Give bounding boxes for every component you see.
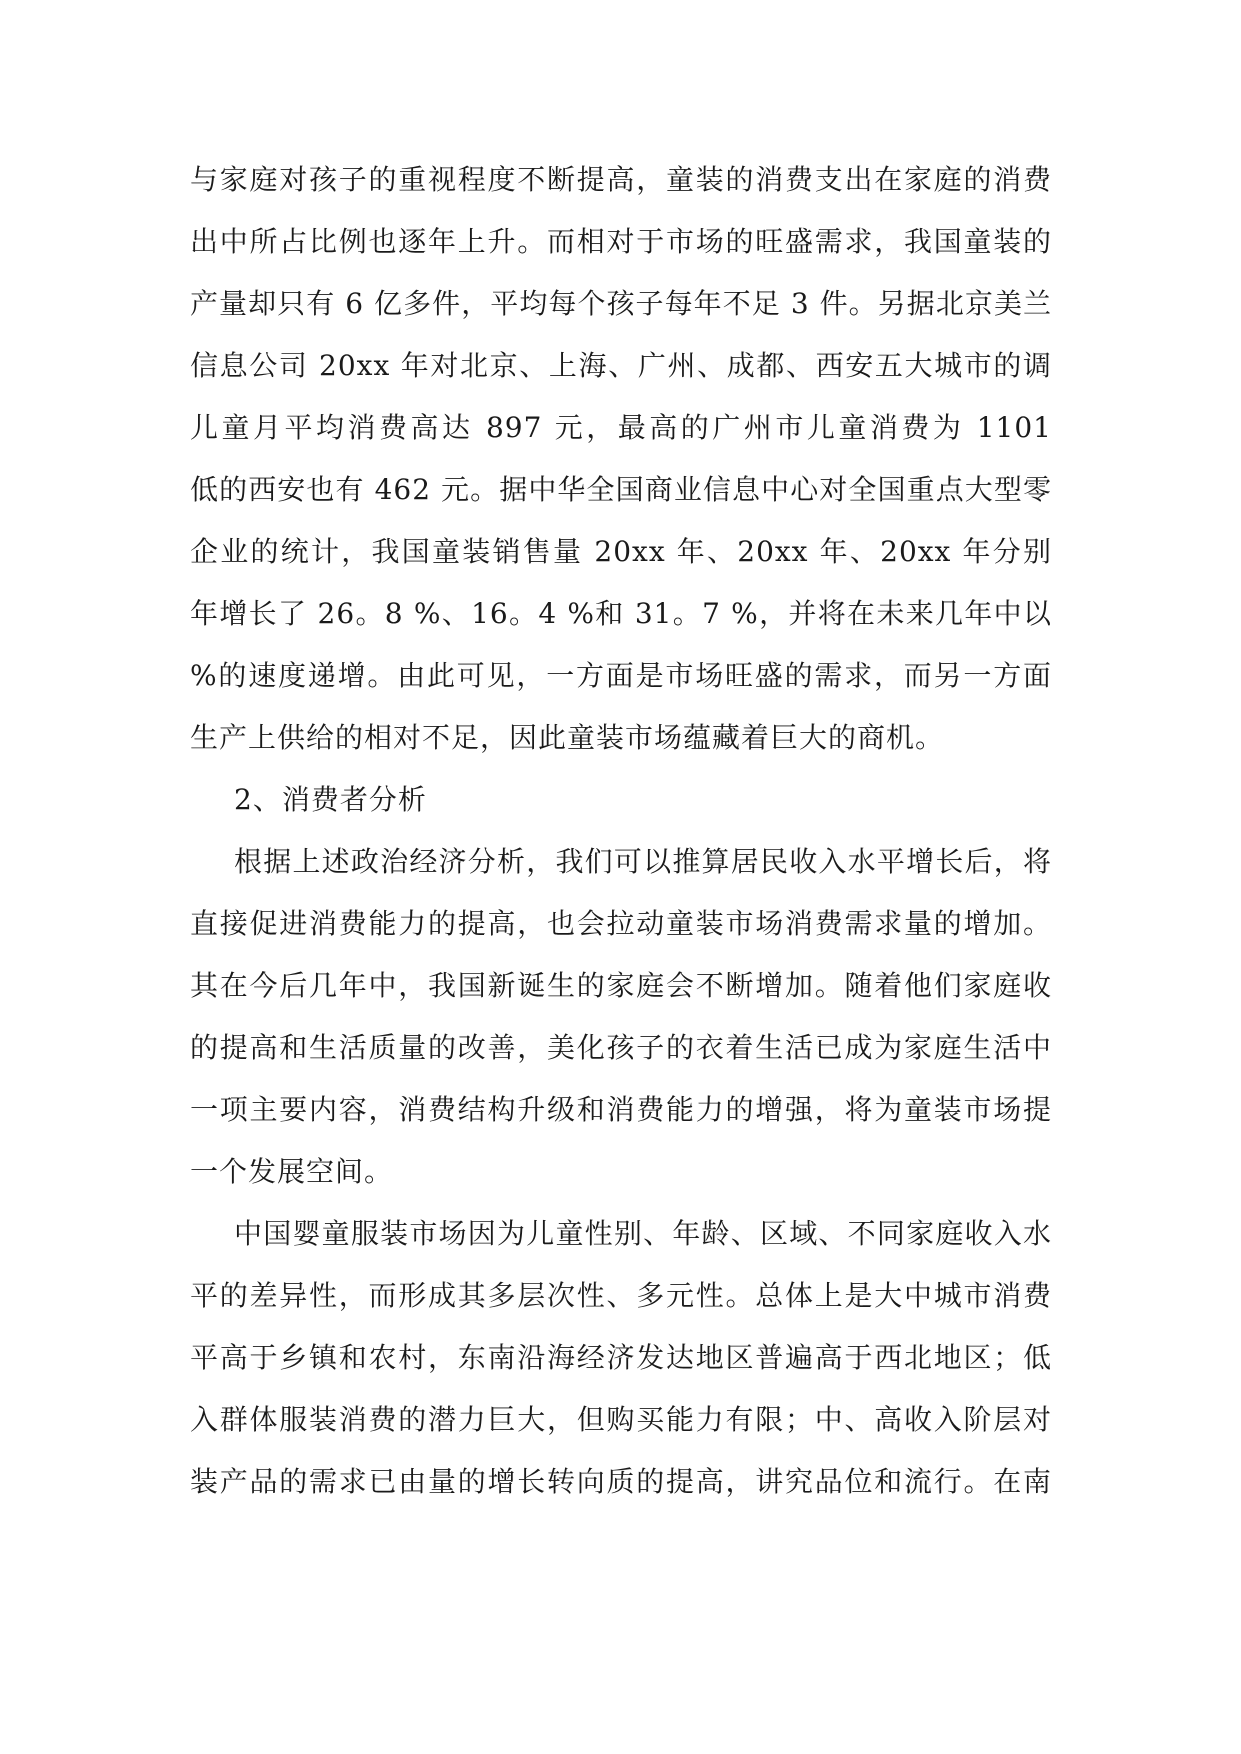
document-body (190, 160, 1052, 1524)
text-line: 平的差异性，而形成其多层次性、多元性。总体上是大中城市消费 (190, 1279, 1052, 1312)
text-line: 出中所占比例也逐年上升。而相对于市场的旺盛需求，我国童装的 (190, 225, 1052, 258)
text-line: %的速度递增。由此可见，一方面是市场旺盛的需求，而另一方面 (190, 659, 1052, 692)
text-line: 与家庭对孩子的重视程度不断提高，童装的消费支出在家庭的消费 (190, 163, 1052, 196)
text-line: 直接促进消费能力的提高，也会拉动童装市场消费需求量的增加。 (190, 907, 1052, 940)
text-line: 装产品的需求已由量的增长转向质的提高，讲究品位和流行。在南 (190, 1465, 1052, 1498)
text-line: 年增长了 26。8 %、16。4 %和 31。7 %，并将在未来几年中以 (190, 597, 1052, 630)
text-line: 儿童月平均消费高达 897 元，最高的广州市儿童消费为 1101 (190, 411, 1052, 444)
text-line: 企业的统计，我国童装销售量 20xx 年、20xx 年、20xx 年分别 (190, 535, 1052, 568)
text-line: 一个发展空间。 (190, 1155, 394, 1188)
text-line: 生产上供给的相对不足，因此童装市场蕴藏着巨大的商机。 (190, 721, 945, 754)
text-line: 一项主要内容，消费结构升级和消费能力的增强，将为童装市场提 (190, 1093, 1052, 1126)
section-heading: 2、消费者分析 (234, 783, 427, 816)
text-line: 的提高和生活质量的改善，美化孩子的衣着生活已成为家庭生活中 (190, 1031, 1052, 1064)
text-line: 入群体服装消费的潜力巨大，但购买能力有限；中、高收入阶层对 (190, 1403, 1052, 1436)
text-line: 信息公司 20xx 年对北京、上海、广州、成都、西安五大城市的调 (190, 349, 1052, 382)
text-line: 平高于乡镇和农村，东南沿海经济发达地区普遍高于西北地区；低 (190, 1341, 1052, 1374)
text-line: 产量却只有 6 亿多件，平均每个孩子每年不足 3 件。另据北京美兰 (190, 287, 1052, 320)
text-line: 其在今后几年中，我国新诞生的家庭会不断增加。随着他们家庭收 (190, 969, 1052, 1002)
text-line: 低的西安也有 462 元。据中华全国商业信息中心对全国重点大型零 (190, 473, 1052, 506)
text-line: 根据上述政治经济分析，我们可以推算居民收入水平增长后，将 (234, 845, 1052, 878)
text-line: 中国婴童服装市场因为儿童性别、年龄、区域、不同家庭收入水 (234, 1217, 1052, 1250)
